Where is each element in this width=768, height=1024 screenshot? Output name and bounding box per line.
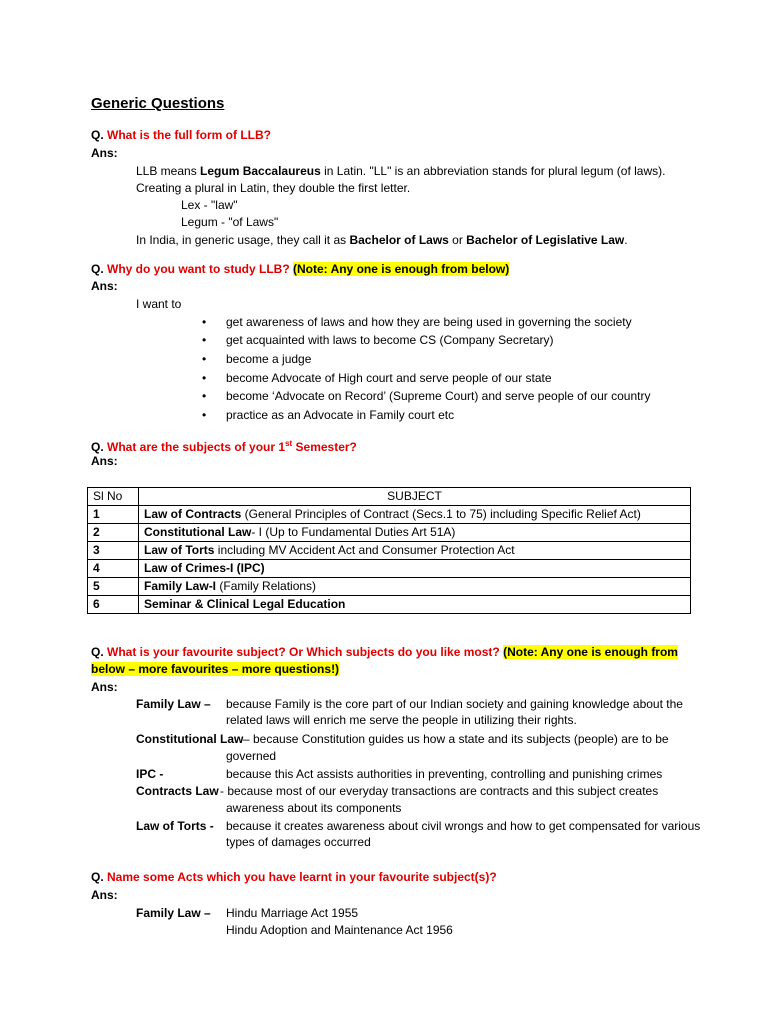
fav-term-family-law: Family Law – [136,697,211,711]
subjects-table [87,487,691,614]
q-label: Q. [91,440,104,454]
q1-line-1-c: in Latin. "LL" is an abbreviation stands for plural legum (of laws). [320,164,666,178]
fav-desc-contracts-law-cont: awareness about its components [226,801,402,815]
subject-rest: - I (Up to Fundamental Duties Art 51A) [251,525,456,539]
question-4-cont [91,661,339,677]
table-row [88,596,691,614]
table-cell-no: 6 [88,596,139,614]
fav-term-ipc: IPC - [136,767,164,781]
table-cell-no: 1 [88,506,139,524]
question-3-sup: st [285,439,293,448]
q1-line-5-b: Bachelor of Laws [349,233,449,247]
q1-line-5-c: or [448,233,467,247]
question-5 [91,869,497,885]
fav-desc-ipc: because this Act assists authorities in preventing, controlling and punishing crimes [226,767,663,781]
fav-term-contracts-law: Contracts Law [136,784,219,798]
fav-desc-contracts-law: - because most of our everyday transactions are contracts and this subject creates [220,784,659,798]
list-item [202,314,632,330]
table-cell-no: 4 [88,560,139,578]
q-label: Q. [91,645,104,659]
table-cell-no: 2 [88,524,139,542]
list-item-text: get awareness of laws and how they are being used in governing the society [226,315,632,329]
list-item-text: get acquainted with laws to become CS (Company Secretary) [226,333,554,347]
q-label: Q. [91,262,104,276]
bullet-icon: • [202,371,207,385]
subject-bold: Law of Torts [144,543,215,557]
table-header-row [88,488,691,506]
bullet-icon: • [202,389,207,403]
subject-bold: Law of Contracts [144,507,242,521]
list-item [202,407,455,423]
q1-legum: Legum - "of Laws" [181,215,279,229]
q1-line-5-a: In India, in generic usage, they call it as [136,233,350,247]
question-4 [91,644,678,660]
answer-label: Ans: [91,146,118,160]
fav-desc-family-law: because Family is the core part of our Indian society and gaining knowledge about the related laws will enrich me serve the people in utilizing their rights. [226,697,683,727]
bullet-icon: • [202,333,207,347]
bullet-icon: • [202,315,207,329]
q1-line-5-e: . [624,233,628,247]
subject-rest: including MV Accident Act and Consumer Protection Act [214,543,515,557]
q1-line-5 [136,232,628,248]
list-item [202,332,554,348]
q1-lex: Lex - "law" [181,198,238,212]
table-header-slno: Sl No [88,488,139,506]
list-item-text: become ‘Advocate on Record’ (Supreme Court) and serve people of our country [226,389,651,403]
answer-label: Ans: [91,454,118,468]
table-cell-no: 3 [88,542,139,560]
subject-rest: (Family Relations) [216,579,317,593]
subject-bold: Family Law-I [144,579,217,593]
table-cell-subject [139,524,691,542]
q-label: Q. [91,128,104,142]
list-item-text: practice as an Advocate in Family court etc [226,408,455,422]
q5-term-family-law: Family Law – [136,906,211,920]
q1-line-1 [136,163,665,179]
table-cell-no: 5 [88,578,139,596]
table-row [88,524,691,542]
question-5-text: Name some Acts which you have learnt in your favourite subject(s)? [107,870,497,884]
table-cell-subject [139,596,691,614]
list-item-text: become Advocate of High court and serve people of our state [226,371,552,385]
answer-label: Ans: [91,279,118,293]
table-row [88,560,691,578]
fav-term-law-of-torts: Law of Torts - [136,819,214,833]
subject-rest: (General Principles of Contract (Secs.1 to 75) including Specific Relief Act) [241,507,641,521]
list-item [202,388,651,404]
question-1-text: What is the full form of LLB? [107,128,271,142]
question-3-text-b: Semester? [292,440,357,454]
fav-desc-constitutional-law: – because Constitution guides us how a state and its subjects (people) are to be [243,732,669,746]
fav-desc-law-of-torts: because it creates awareness about civil wrongs and how to get compensated for various types of damages occurred [226,819,701,849]
q1-line-5-d: Bachelor of Legislative Law [466,233,625,247]
table-header-subject: SUBJECT [139,488,691,506]
answer-label: Ans: [91,680,118,694]
question-3-text-a: What are the subjects of your 1 [107,440,286,454]
q1-line-2: Creating a plural in Latin, they double the first letter. [136,181,411,195]
subject-bold: Constitutional Law [144,525,252,539]
subject-bold: Law of Crimes-I (IPC) [144,561,265,575]
q5-act-2: Hindu Adoption and Maintenance Act 1956 [226,923,453,937]
q1-line-1-b: Legum Baccalaureus [200,164,321,178]
table-cell-subject [139,542,691,560]
bullet-icon: • [202,352,207,366]
question-2-text: Why do you want to study LLB? [107,262,290,276]
fav-term-constitutional-law: Constitutional Law [136,732,244,746]
q1-line-1-a: LLB means [136,164,201,178]
fav-desc-constitutional-law-cont: governed [226,749,277,763]
question-4-note-1: (Note: Any one is enough from [503,645,678,659]
list-item-text: become a judge [226,352,312,366]
table-row [88,506,691,524]
question-4-text: What is your favourite subject? Or Which subjects do you like most? [107,645,500,659]
page-title: Generic Questions [91,95,225,112]
table-cell-subject [139,506,691,524]
question-2 [91,261,509,277]
table-cell-subject [139,560,691,578]
list-item [202,370,552,386]
question-3 [91,436,357,455]
table-row [88,542,691,560]
table-row [88,578,691,596]
list-item [202,351,312,367]
q5-act-1: Hindu Marriage Act 1955 [226,906,359,920]
subject-bold: Seminar & Clinical Legal Education [144,597,346,611]
question-3-text [107,440,357,454]
table-cell-subject [139,578,691,596]
question-4-note-2: below – more favourites – more questions!) [91,662,340,676]
q-label: Q. [91,870,104,884]
bullet-icon: • [202,408,207,422]
q2-intro: I want to [136,297,182,311]
question-1 [91,127,271,143]
answer-label: Ans: [91,888,118,902]
question-2-note: (Note: Any one is enough from below) [293,262,510,276]
